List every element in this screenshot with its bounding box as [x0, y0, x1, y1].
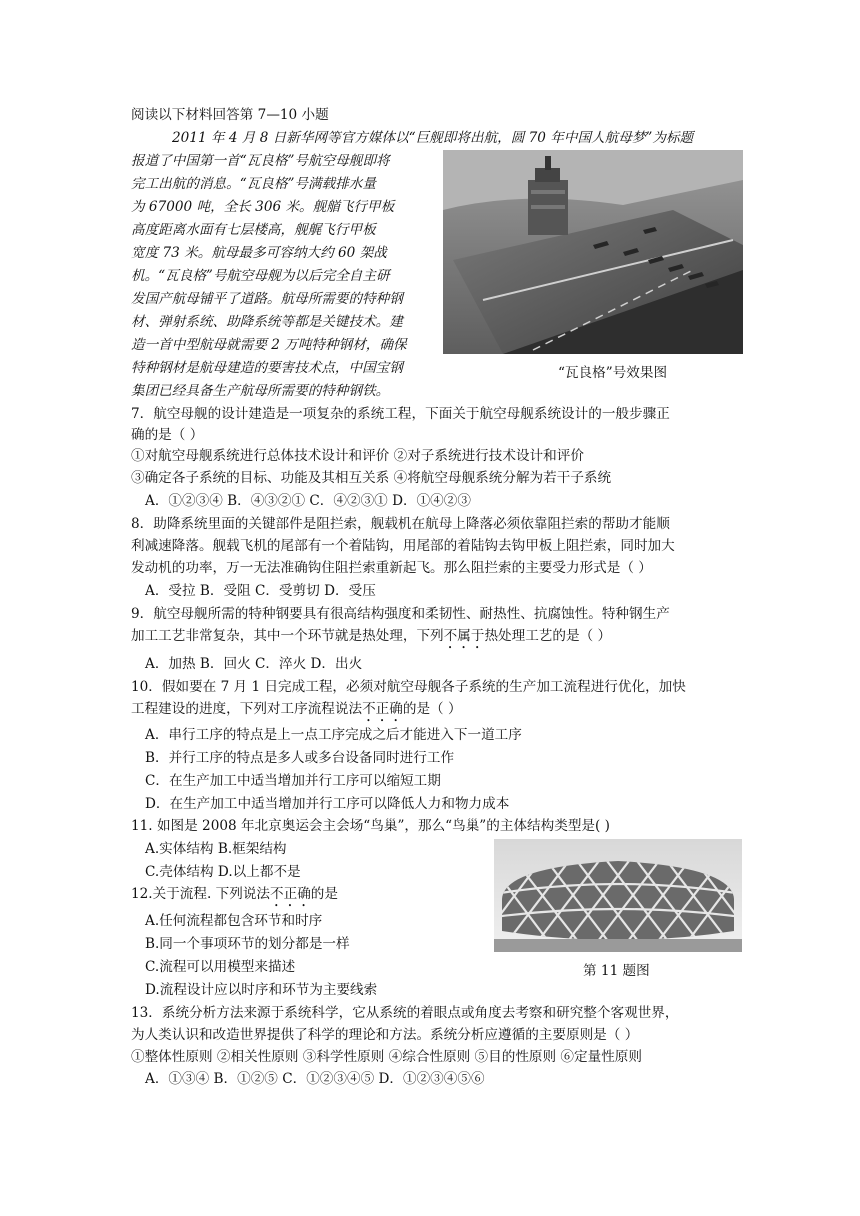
passage-line: 为 67000 吨，全长 306 米。舰艏飞行甲板	[131, 199, 395, 215]
question-stem: 发动机的功率，万一无法准确钩住阻拦索重新起飞。那么阻拦索的主要受力形式是（ ）	[131, 560, 652, 576]
stem-text: 的是（ ）	[402, 701, 462, 717]
question-stem: 13．系统分析方法来源于系统科学，它从系统的着眼点或角度去考察和研究整个客观世界，	[131, 1005, 679, 1021]
question-stem: 11. 如图是 2008 年北京奥运会主会场“鸟巢”，那么“鸟巢”的主体结构类型是( )	[131, 818, 610, 834]
question-stem	[131, 698, 462, 725]
answer-options: A．加热 B．回火 C．淬火 D．出火	[145, 656, 363, 672]
question-stem: 利减速降落。舰载飞机的尾部有一个着陆钩，用尾部的着陆钩去钩甲板上阻拦索，同时加大	[131, 538, 675, 554]
question-stem: 为人类认识和改造世界提供了科学的理论和方法。系统分析应遵循的主要原则是（ ）	[131, 1027, 639, 1043]
stem-text: 12.关于流程. 下列说法	[131, 886, 271, 902]
answer-option: B．并行工序的特点是多人或多台设备同时进行工作	[145, 750, 455, 766]
answer-option: D．在生产加工中适当增加并行工序可以降低人力和物力成本	[145, 796, 510, 812]
intro-line: 阅读以下材料回答第 7—10 小题	[131, 107, 329, 123]
answer-option: C．在生产加工中适当增加并行工序可以缩短工期	[145, 773, 441, 789]
passage-line: 报道了中国第一首“瓦良格”号航空母舰即将	[131, 153, 390, 169]
emphasis-text: 不正确	[270, 886, 311, 902]
passage-line: 高度距离水面有七层楼高，舰艉飞行甲板	[131, 222, 376, 238]
emphasis-text: 不属于	[443, 628, 485, 644]
answer-option: A．串行工序的特点是上一点工序完成之后才能进入下一道工序	[145, 727, 522, 743]
answer-option: C.流程可以用模型来描述	[145, 959, 296, 975]
answer-option: B.同一个事项环节的划分都是一样	[145, 936, 350, 952]
statement-list: ①整体性原则 ②相关性原则 ③科学性原则 ④综合性原则 ⑤目的性原则 ⑥定量性原则	[131, 1049, 642, 1065]
statement-list: ①对航空母舰系统进行总体技术设计和评价 ②对子系统进行技术设计和评价	[131, 448, 584, 464]
stem-text: 的是	[310, 886, 338, 902]
emphasis-text: 不正确	[362, 701, 403, 717]
aircraft-carrier-image	[443, 150, 743, 354]
stem-text: 加工工艺非常复杂，其中一个环节就是热处理，下列	[131, 628, 444, 644]
question-stem: 9．航空母舰所需的特种钢要具有很高结构强度和柔韧性、耐热性、抗腐蚀性。特种钢生产	[131, 606, 670, 622]
answer-options: A．受拉 B．受阻 C．受剪切 D．受压	[145, 583, 376, 599]
passage-line: 2011 年 4 月 8 日新华网等官方媒体以“巨舰即将出航，圆 70 年中国人航母梦”为标题	[172, 130, 694, 146]
passage-line: 机。“瓦良格”号航空母舰为以后完全自主研	[131, 268, 390, 284]
passage-line: 宽度 73 米。航母最多可容纳大约 60 架战	[131, 245, 387, 261]
question-stem: 7．航空母舰的设计建造是一项复杂的系统工程，下面关于航空母舰系统设计的一般步骤正	[131, 406, 670, 422]
passage-line: 材、弹射系统、助降系统等都是关键技术。建	[131, 314, 403, 330]
stem-text: 热处理工艺的是（ ）	[484, 628, 612, 644]
question-stem: 8．助降系统里面的关键部件是阻拦索，舰载机在航母上降落必须依靠阻拦索的帮助才能顺	[131, 516, 670, 532]
question-stem: 确的是（ ）	[131, 427, 204, 443]
stem-text: 工程建设的进度，下列对工序流程说法	[131, 701, 363, 717]
answer-options: C.壳体结构 D.以上都不是	[145, 864, 301, 880]
answer-options: A.实体结构 B.框架结构	[145, 841, 287, 857]
passage-line: 发国产航母铺平了道路。航母所需要的特种钢	[131, 291, 403, 307]
answer-options: A．①③④ B．①②⑤ C．①②③④⑤ D．①②③④⑤⑥	[145, 1071, 485, 1087]
birds-nest-stadium-image	[494, 839, 742, 952]
question-stem	[131, 625, 611, 652]
birds-nest-caption: 第 11 题图	[583, 963, 650, 979]
question-stem: 10．假如要在 7 月 1 日完成工程，必须对航空母舰各子系统的生产加工流程进行优化，加快	[131, 679, 686, 695]
ship-caption: “瓦良格”号效果图	[558, 365, 668, 381]
passage-line: 完工出航的消息。“瓦良格”号满载排水量	[131, 176, 376, 192]
passage-line: 造一首中型航母就需要 2 万吨特种钢材，确保	[131, 337, 407, 353]
answer-option: A.任何流程都包含环节和时序	[145, 913, 323, 929]
question-stem	[131, 883, 338, 910]
statement-list: ③确定各子系统的目标、功能及其相互关系 ④将航空母舰系统分解为若干子系统	[131, 470, 612, 486]
passage-line: 集团已经具备生产航母所需要的特种钢铁。	[131, 383, 390, 399]
passage-line: 特种钢材是航母建造的要害技术点，中国宝钢	[131, 360, 403, 376]
answer-options: A．①②③④ B．④③②① C．④②③① D．①④②③	[145, 493, 471, 509]
answer-option: D.流程设计应以时序和环节为主要线索	[145, 982, 378, 998]
